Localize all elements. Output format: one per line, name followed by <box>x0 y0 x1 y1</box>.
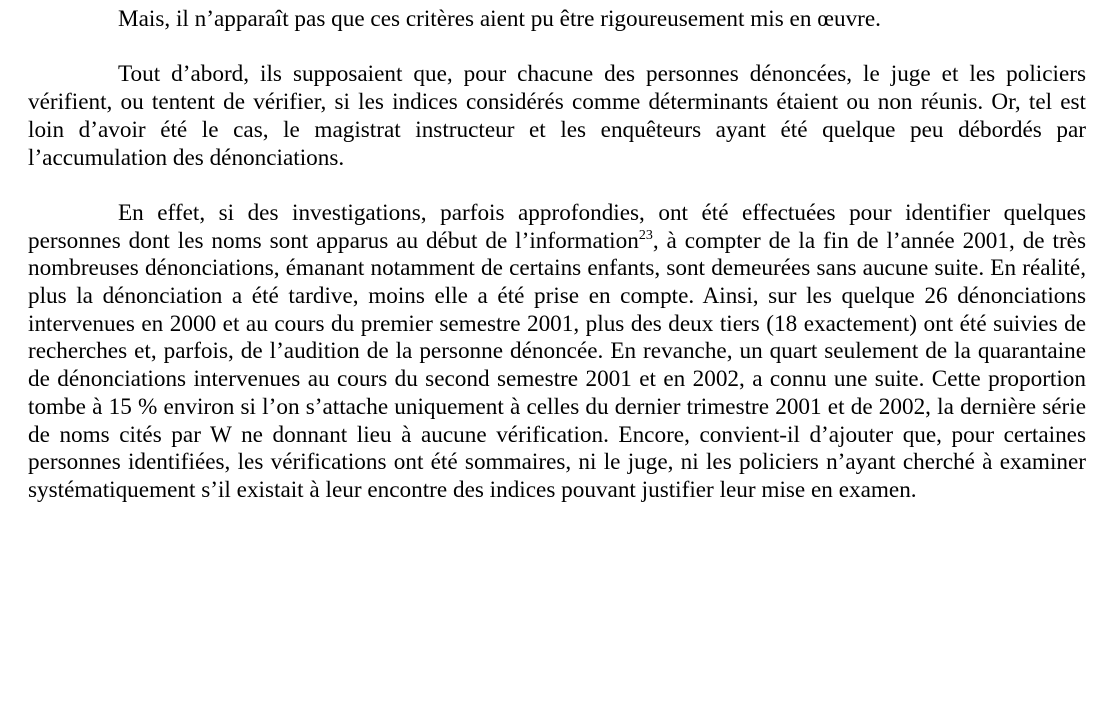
document-page <box>28 6 1086 505</box>
paragraph-1: Mais, il n’apparaît pas que ces critères aient pu être rigoureusement mis en œuvre. <box>118 6 881 32</box>
paragraph-3-text-after-note: , à compter de la fin de l’année 2001, de très nombreuses dénonciations, émanant notamment de certains enfants, sont demeurées sans aucune suite. En réalité, plus la dénonciation a été tardive, moins elle a été prise en compte. Ainsi, sur les quelque 26 dénonciations intervenues en 2000 et au cours du premier semestre 2001, plus des deux tiers (18 exactement) ont été suivies de recherches et, parfois, de l’audition de la personne dénoncée. En revanche, un quart seulement de la quarantaine de dénonciations intervenues au cours du second semestre 2001 et en 2002, a connu une suite. Cette proportion tombe à 15 % environ si l’on s’attache uniquement à celles du dernier trimestre 2001 et de 2002, la dernière série de noms cités par W ne donnant lieu à aucune vérification. Encore, convient-il d’ajouter que, pour certaines personnes identifiées, les vérifications ont été sommaires, ni le juge, ni les policiers n’ayant cherché à examiner systématiquement s’il existait à leur encontre des indices pouvant justifier leur mise en examen. <box>28 227 1086 503</box>
paragraph-2: Tout d’abord, ils supposaient que, pour chacune des personnes dénoncées, le juge et les policiers vérifient, ou tentent de vérifier, si les indices considérés comme déterminants étaient ou non réunis. Or, tel est loin d’avoir été le cas, le magistrat instructeur et les enquêteurs ayant été quelque peu débordés par l’accumulation des dénonciations. <box>28 61 1086 171</box>
footnote-reference[interactable]: 23 <box>638 227 653 243</box>
paragraph-3-text-before-note: En effet, si des investigations, parfois approfondies, ont été effectuées pour identifier quelques personnes dont les noms sont apparus au début de l’information <box>28 199 1086 254</box>
paragraph-3 <box>28 200 1086 505</box>
